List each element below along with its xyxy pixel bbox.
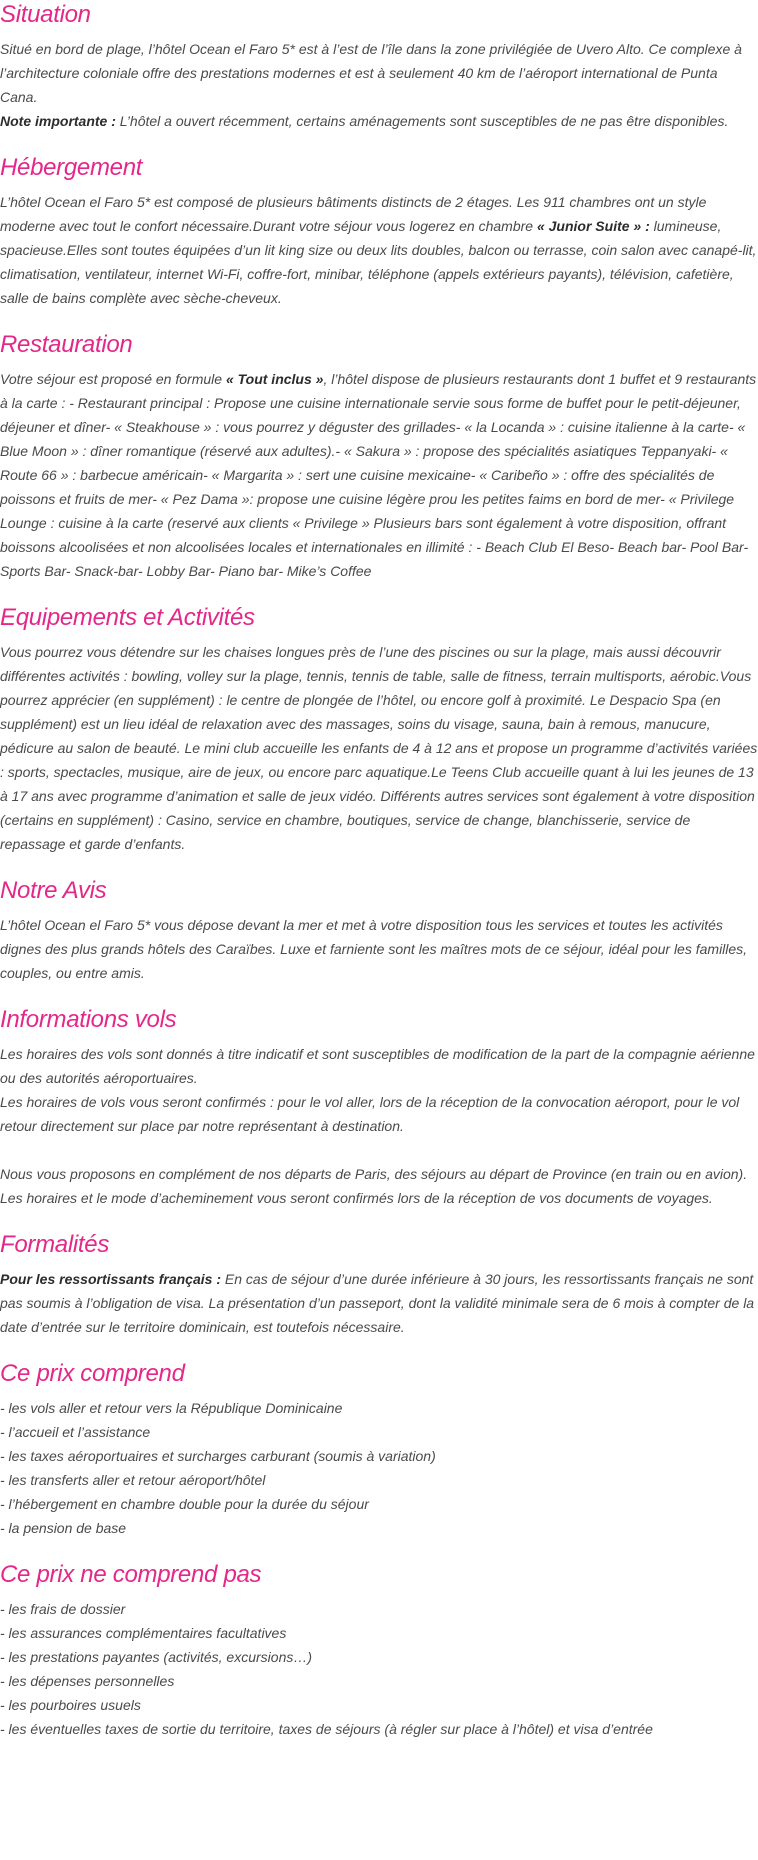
restauration-formula-label: « Tout inclus » xyxy=(225,371,324,387)
hebergement-text-after: lumineuse, spacieuse.Elles sont toutes équipées d’un lit king size ou deux lits doubles, balcon ou terrasse, coin salon avec canapé-lit, climatisation, ventilateur, internet Wi-Fi, coffre-fort, minibar, téléphone (appels extérieurs payants), télévision, cafetière, salle de bains complète avec sèche-cheveux. xyxy=(0,218,757,306)
avis-text: L’hôtel Ocean el Faro 5* vous dépose devant la mer et met à votre disposition tous les services et toutes les activités dignes des plus grands hôtels des Caraïbes. Luxe et farniente sont les maîtres mots de ce séjour, idéal pour les familles, couples, ou entre amis. xyxy=(0,917,748,981)
list-item: - la pension de base xyxy=(0,1520,127,1536)
vols-spacer xyxy=(0,1138,758,1162)
section-title-prix-ne-comprend-pas: Ce prix ne comprend pas xyxy=(0,1561,262,1588)
section-body-hebergement xyxy=(0,190,758,310)
vols-paragraph-3: Nous vous proposons en complément de nos départs de Paris, des séjours au départ de Province (en train ou en avion). xyxy=(0,1166,748,1182)
equipements-text: Vous pourrez vous détendre sur les chaises longues près de l’une des piscines ou sur la plage, mais aussi découvrir différentes activités : bowling, volley sur la plage, tennis, tennis de table, salle de fitness, terrain multisports, aérobic.Vous pourrez apprécier (en supplément) : le centre de plongée de l’hôtel, ou encore golf à proximité. Le Despacio Spa (en supplément) est un lieu idéal de relaxation avec des massages, soins du visage, sauna, bain à remous, manucure, pédicure au salon de beauté. Le mini club accueille les enfants de 4 à 12 ans et propose un programme d’activités variées : sports, spectacles, musique, aire de jeux, ou encore parc aquatique.Le Teens Club accueille quant à lui les jeunes de 13 à 17 ans avec programme d’animation et salle de jeux vidéo. Différents autres services sont également à votre disposition (certains en supplément) : Casino, service en chambre, boutiques, service de change, blanchisserie, service de repassage et garde d’enfants. xyxy=(0,644,758,852)
hebergement-room-label: « Junior Suite » : xyxy=(536,218,650,234)
list-item: - les transferts aller et retour aéroport/hôtel xyxy=(0,1472,266,1488)
section-body-formalites xyxy=(0,1267,758,1339)
section-vols xyxy=(0,1005,758,1210)
formalites-text: En cas de séjour d’une durée inférieure à 30 jours, les ressortissants français ne sont pas soumis à l’obligation de visa. La présentation d’un passeport, dont la validité minimale sera de 6 mois à compter de la date d’entrée sur le territoire dominicain, est toutefois nécessaire. xyxy=(0,1271,755,1335)
list-item: - l’accueil et l’assistance xyxy=(0,1424,151,1440)
section-restauration xyxy=(0,330,758,583)
list-item: - les vols aller et retour vers la République Dominicaine xyxy=(0,1400,343,1416)
list-prix-ne-comprend-pas xyxy=(0,1597,758,1741)
section-prix-ne-comprend-pas xyxy=(0,1560,758,1741)
section-title-hebergement: Hébergement xyxy=(0,154,143,181)
restauration-text-before: Votre séjour est proposé en formule xyxy=(0,371,226,387)
formalites-label: Pour les ressortissants français : xyxy=(0,1271,221,1287)
section-body-equipements xyxy=(0,640,758,856)
section-title-avis: Notre Avis xyxy=(0,877,107,904)
section-avis xyxy=(0,876,758,985)
section-title-vols: Informations vols xyxy=(0,1006,177,1033)
section-title-restauration: Restauration xyxy=(0,331,133,358)
hebergement-text-before: L’hôtel Ocean el Faro 5* est composé de plusieurs bâtiments distincts de 2 étages. Les 911 chambres ont un style moderne avec tout le confort nécessaire.Durant votre séjour vous logerez en chambre xyxy=(0,194,707,234)
section-body-vols xyxy=(0,1042,758,1210)
situation-note-label: Note importante : xyxy=(0,113,116,129)
vols-paragraph-4: Les horaires et le mode d’acheminement vous seront confirmés lors de la réception de vos documents de voyages. xyxy=(0,1190,713,1206)
section-equipements xyxy=(0,603,758,856)
section-body-avis xyxy=(0,913,758,985)
situation-note-text: L’hôtel a ouvert récemment, certains aménagements sont susceptibles de ne pas être disponibles. xyxy=(115,113,729,129)
restauration-text-after: , l’hôtel dispose de plusieurs restaurants dont 1 buffet et 9 restaurants à la carte : - Restaurant principal : Propose une cuisine internationale servie sous forme de buffet pour le petit-déjeuner, déjeuner et dîner- « Steakhouse » : vous pourrez y déguster des grillades- « la Locanda » : cuisine italienne à la carte- « Blue Moon » : dîner romantique (réservé aux adultes).- « Sakura » : propose des spécialités asiatiques Teppanyaki- « Route 66 » : barbecue américain- « Margarita » : sert une cuisine mexicaine- « Caribeño » : offre des spécialités de poissons et fruits de mer- « Pez Dama »: propose une cuisine légère prou les petites faims en bord de mer- « Privilege Lounge : cuisine à la carte (reservé aux clients « Privilege » Plusieurs bars sont également à votre disposition, offrant boissons alcoolisées et non alcoolisées locales et internationales en illimité : - Beach Club El Beso- Beach bar- Pool Bar- Sports Bar- Snack-bar- Lobby Bar- Piano bar- Mike’s Coffee xyxy=(0,371,757,579)
list-item: - les frais de dossier xyxy=(0,1601,126,1617)
list-item: - l’hébergement en chambre double pour la durée du séjour xyxy=(0,1496,369,1512)
vols-paragraph-1: Les horaires des vols sont donnés à titre indicatif et sont susceptibles de modification de la part de la compagnie aérienne ou des autorités aéroportuaires. xyxy=(0,1046,755,1086)
section-title-situation: Situation xyxy=(0,1,91,28)
section-hebergement xyxy=(0,153,758,310)
vols-paragraph-2: Les horaires de vols vous seront confirmés : pour le vol aller, lors de la réception de la convocation aéroport, pour le vol retour directement sur place par notre représentant à destination. xyxy=(0,1094,740,1134)
section-formalites xyxy=(0,1230,758,1339)
section-body-situation xyxy=(0,37,758,133)
section-situation xyxy=(0,0,758,133)
section-prix-comprend xyxy=(0,1359,758,1540)
list-item: - les assurances complémentaires facultatives xyxy=(0,1625,287,1641)
list-prix-comprend xyxy=(0,1396,758,1540)
list-item: - les prestations payantes (activités, excursions…) xyxy=(0,1649,313,1665)
section-title-prix-comprend: Ce prix comprend xyxy=(0,1360,185,1387)
list-item: - les éventuelles taxes de sortie du territoire, taxes de séjours (à régler sur place à l’hôtel) et visa d’entrée xyxy=(0,1721,653,1737)
section-title-equipements: Equipements et Activités xyxy=(0,604,255,631)
section-body-restauration xyxy=(0,367,758,583)
situation-text: Situé en bord de plage, l’hôtel Ocean el Faro 5* est à l’est de l’île dans la zone privilégiée de Uvero Alto. Ce complexe à l’architecture coloniale offre des prestations modernes et est à seulement 40 km de l’aéroport international de Punta Cana. xyxy=(0,41,742,105)
section-title-formalites: Formalités xyxy=(0,1231,110,1258)
list-item: - les taxes aéroportuaires et surcharges carburant (soumis à variation) xyxy=(0,1448,436,1464)
list-item: - les dépenses personnelles xyxy=(0,1673,175,1689)
list-item: - les pourboires usuels xyxy=(0,1697,141,1713)
